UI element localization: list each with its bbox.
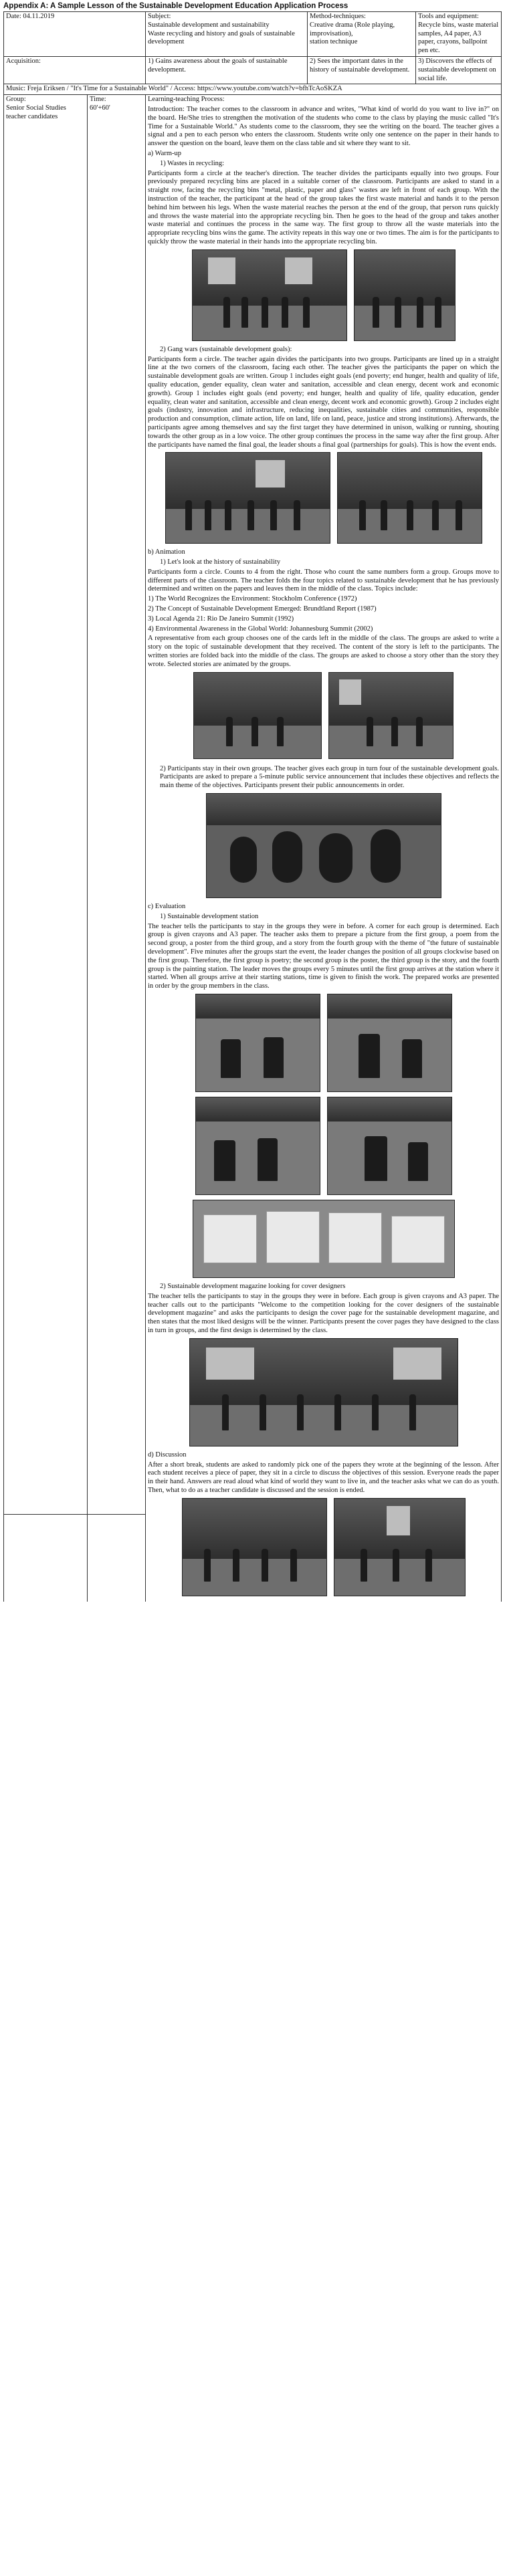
animation-1-text-2: A representative from each group chooses one of the cards left in the middle of the class. The groups are asked to write a story on the topic of sustainable development that they received. The content of the story is left to the participants. The written stories are folded back into the middle of the class. The groups are asked to choose a story other than the story they wrote. Selected stories are animated by the groups. [148, 635, 499, 668]
subject-cell [146, 12, 308, 57]
station-photo [195, 1097, 320, 1195]
photo-row [148, 793, 499, 900]
warmup-heading: a) Warm-up [148, 149, 181, 157]
evaluation-heading: c) Evaluation [148, 903, 186, 911]
intro-text: Introduction: The teacher comes to the classroom in advance and writes, "What kind of world do you want to live in?" on the board. He/She tries to strengthen the motivation of the students who come to the class by playing the music called "It's Time for a Sustainable World." As students come to the classroom, they see the writing on the board. The teacher gives a signal and a pen to each person who enters the classroom. Students write only one sentence on the paper in their hands to answer the question on the board, leave them on the class table and sit where they want to sit. [148, 105, 499, 148]
acquisition-label: Acquisition: [4, 57, 146, 84]
posters-photo [193, 1200, 455, 1278]
process-label: Learning-teaching Process: [148, 96, 225, 104]
acquisition-item: 3) Discovers the effects of sustainable development on social life. [416, 57, 502, 84]
time-cell [88, 95, 146, 1515]
classroom-photo [337, 452, 482, 544]
evaluation-1-text: The teacher tells the participants to stay in the groups they were in before. A corner for each group is determined. Each group is given crayons and A3 paper. The teacher asks them to prepare a picture from the first group, a poem from the second group, a poster from the third group, and a story from the fourth group with the theme of "the future of sustainable development". Five minutes after the groups start the event, the leader changes the position of all groups clockwise based on the first group. Therefore, the first group is poetry; the second group is the poster, the third group is the story, and the fourth group is the painting station. The leader moves the groups every 5 minutes until the first group arrives at the station where it started. When all groups arrive at their starting stations, time is given to finish the work. The prepared works are presented in order by the group members in the class. [148, 922, 499, 990]
acquisition-item: 1) Gains awareness about the goals of sustainable development. [146, 57, 308, 84]
photo-row [148, 249, 499, 343]
method-cell [308, 12, 416, 57]
classroom-photo [354, 249, 456, 341]
animation-2-text: 2) Participants stay in their own groups. The teacher gives each group in turn four of the sustainable development goals. Participants are asked to prepare a 5-minute public service announcement that includes these objectives and reflects the main theme of the objectives. Participants present their public announcements in order. [160, 764, 499, 790]
time-value: 60'+60' [90, 104, 110, 112]
music-line: Music: Freja Eriksen / "It's Time for a Sustainable World" / Access: https://www.youtube.com/watch?v=bfhTcAoSKZA [4, 84, 502, 95]
animation-1-heading: 1) Let's look at the history of sustainability [160, 558, 281, 566]
method-label: Method-techniques: [310, 13, 366, 21]
evaluation-1-heading: 1) Sustainable development station [160, 912, 259, 920]
subject-line: Waste recycling and history and goals of sustainable development [148, 29, 295, 46]
lesson-process-table [3, 95, 502, 1602]
date-cell: Date: 04.11.2019 [4, 12, 146, 57]
classroom-photo [192, 249, 347, 341]
time-label: Time: [90, 96, 106, 104]
topic-item: 4) Environmental Awareness in the Global World: Johannesburg Summit (2002) [148, 625, 373, 633]
station-photo [327, 1097, 452, 1195]
method-line: station technique [310, 38, 358, 46]
photo-row [148, 1498, 499, 1598]
topic-item: 1) The World Recognizes the Environment: Stockholm Conference (1972) [148, 595, 357, 603]
document-page [3, 1, 502, 1602]
process-cell [146, 95, 502, 1602]
station-photo [327, 994, 452, 1092]
photo-row [148, 452, 499, 546]
photo-row [148, 672, 499, 762]
cover-designers-photo [189, 1338, 458, 1446]
group-value: Senior Social Studies teacher candidates [6, 104, 66, 120]
tools-line: Recycle bins, waste material samples, A4 paper, A3 paper, crayons, ballpoint pen etc. [418, 21, 499, 55]
warmup-1-heading: 1) Wastes in recycling: [160, 159, 225, 167]
photo-row [148, 994, 499, 1094]
classroom-photo [165, 452, 330, 544]
method-line: Creative drama (Role playing, improvisation), [310, 21, 395, 37]
photo-row [148, 1097, 499, 1197]
appendix-title: Appendix A: A Sample Lesson of the Sustainable Development Education Application Process [3, 2, 348, 10]
acquisition-item: 2) Sees the important dates in the history of sustainable development. [308, 57, 416, 84]
photo-row [148, 1200, 499, 1280]
photo-row [148, 1338, 499, 1448]
animation-1-text: Participants form a circle. Counts to 4 from the right. Those who count the same numbers form a group. Groups move to different parts of the classroom. The teacher folds the four topics related to sustainable development that he has previously determined and written on the papers and leaves them in the middle of the class. Topics include: [148, 568, 499, 593]
discussion-photo [334, 1498, 466, 1596]
group-cell [4, 95, 88, 1515]
animation-heading: b) Animation [148, 548, 185, 556]
discussion-text: After a short break, students are asked to randomly pick one of the papers they wrote at the beginning of the lesson. After each student receives a piece of paper, they sit in a circle to discuss the objectives of this session. Everyone reads the paper in their hand. Answers are read aloud what kind of world they want to live in, and the teacher asks what we can do as youth. Then, what to do as a teacher candidate is discussed and the session is ended. [148, 1461, 499, 1494]
subject-line: Sustainable development and sustainability [148, 21, 270, 29]
topic-item: 3) Local Agenda 21: Rio De Janeiro Summit (1992) [148, 615, 294, 623]
evaluation-2-text: The teacher tells the participants to stay in the groups they were in before. Each group is given crayons and A3 paper. The teacher calls out to the participants "Welcome to the competition looking for the cover designers of the sustainable development magazine" and asks the participants to design the cover page for the sustainable development magazine, and then states that the most liked designs will be the winner. Participants present the cover pages they have designed to the class in turn in groups, and the first design is determined by the class. [148, 1292, 499, 1334]
evaluation-2-heading: 2) Sustainable development magazine looking for cover designers [160, 1283, 346, 1291]
group-label: Group: [6, 96, 26, 104]
warmup-2-text: Participants form a circle. The teacher again divides the participants into two groups. Participants are lined up in a straight line at the two corners of the classroom, facing each other. The teacher gives the participants the paper on which the sustainable development goals are written. Group 1 includes eight goals (end poverty; end hunger, health and quality of life, quality education, gender equality, clean water and sanitation, accessible and clean energy, decent work and economic growth). Group 1 includes eight goals (end poverty; end hunger, health and quality of life, quality education, gender equality, clean water and sanitation, accessible and clean energy, decent work and economic growth). Group 2 includes eight goals (industry, innovation and infrastructure, reducing inequalities, sustainable cities and communities, responsible production and consumption, climate action, life on land, life on land, peace, justice and strong institutions). Afterwards, the participants agree among themselves and say the first target they have determined in unison, walking or running, shouting towards the other group as in a low voice. The other group continues the process in the same way after the first group. After the participants have named the final goal, the leader shouts a final goal (partnerships for goals). This is how the event ends. [148, 355, 499, 449]
tools-label: Tools and equipment: [418, 13, 479, 21]
tools-cell [416, 12, 502, 57]
subject-label: Subject: [148, 13, 171, 21]
discussion-heading: d) Discussion [148, 1451, 187, 1459]
lesson-header-table [3, 11, 502, 95]
warmup-1-text: Participants form a circle at the teacher's direction. The teacher divides the participants equally into two groups. Four previously prepared recycling bins are placed in a suitable corner of the classroom. Participants are asked to stand in a straight row, facing the recycling bins "metal, plastic, paper and glass" wastes are left in front of each group. With the instruction of the teacher, the participant at the head of the group takes the first waste material and hands it to the person behind him between his legs. When the waste material reaches the person at the end of the group, that person runs quickly and throws the waste material into the appropriate recycling bin. Then he goes to the head of the group and takes another waste material and continues the process in the same way. The first group to throw all the waste materials into the appropriate recycling bins wins the game. The activity repeats in this way one or two times. The aim is for the participants to quickly throw the waste material in their hands into the appropriate recycling bin. [148, 169, 499, 245]
topic-item: 2) The Concept of Sustainable Development Emerged: Brundtland Report (1987) [148, 605, 377, 613]
classroom-photo [328, 672, 453, 759]
discussion-photo [182, 1498, 327, 1596]
classroom-photo [193, 672, 322, 759]
station-photo [195, 994, 320, 1092]
group-huddle-photo [206, 793, 441, 898]
warmup-2-heading: 2) Gang wars (sustainable development goals): [160, 345, 292, 353]
